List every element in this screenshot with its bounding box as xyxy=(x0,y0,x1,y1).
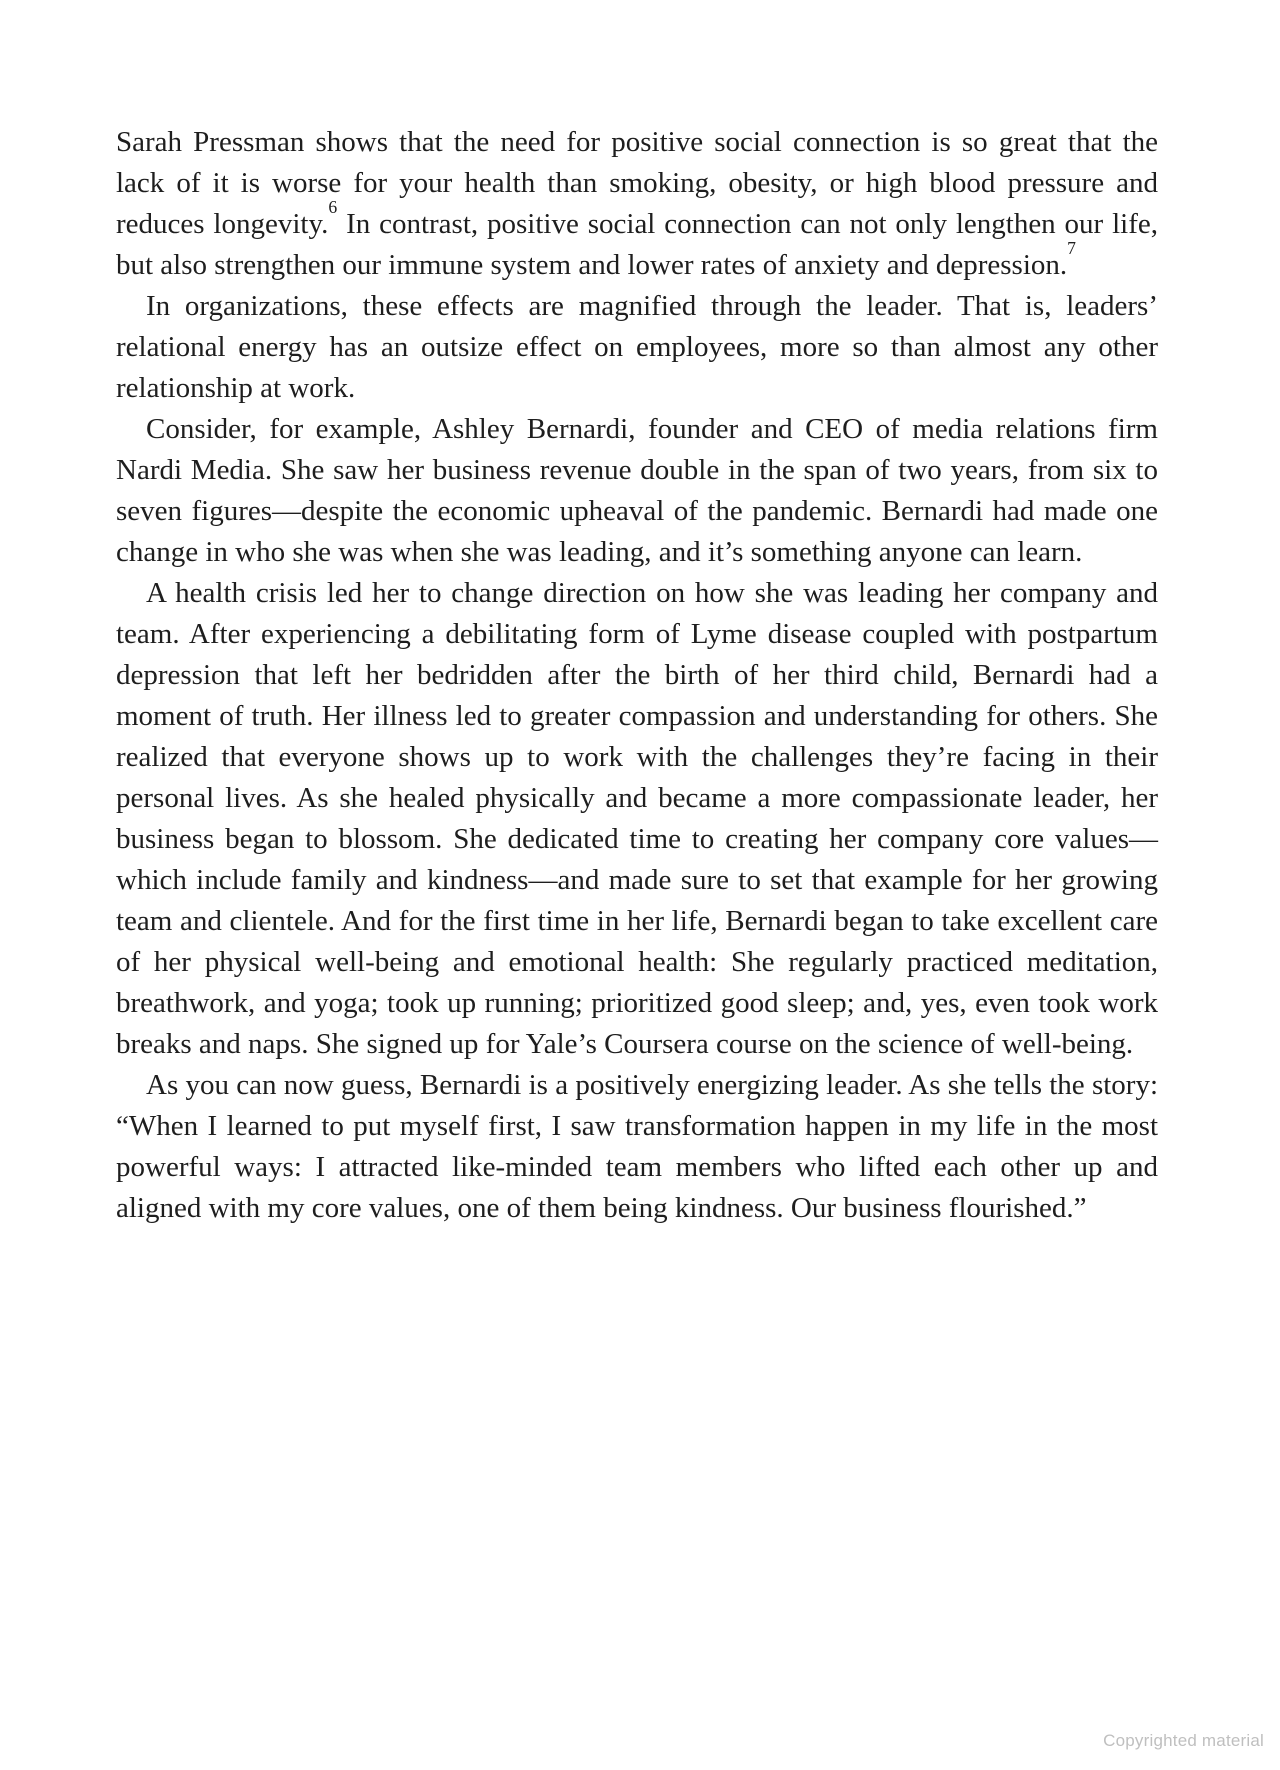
footnote-ref-6: 6 xyxy=(328,196,338,217)
paragraph-text: In contrast, positive social connection can not only lengthen our life, but also strengthen our immune system and lower rates of anxiety and depression. xyxy=(116,208,1158,281)
paragraph-2: In organizations, these effects are magnified through the leader. That is, leaders’ relational energy has an outsize effect on employees, more so than almost any other relationship at work. xyxy=(116,290,1158,404)
paragraph-4: A health crisis led her to change direction on how she was leading her company and team. After experiencing a debilitating form of Lyme disease coupled with postpartum depression that left her bedridden after the birth of her third child, Bernardi had a moment of truth. Her illness led to greater compassion and understanding for others. She realized that everyone shows up to work with the challenges they’re facing in their personal lives. As she healed physically and became a more compassionate leader, her business began to blossom. She dedicated time to creating her company core values—which include family and kindness—and made sure to set that example for her growing team and clientele. And for the first time in her life, Bernardi began to take excellent care of her physical well-being and emotional health: She regularly practiced meditation, breathwork, and yoga; took up running; prioritized good sleep; and, yes, even took work breaks and naps. She signed up for Yale’s Coursera course on the science of well-being. xyxy=(116,577,1158,1060)
page-text-block xyxy=(116,122,1158,1229)
footnote-ref-7: 7 xyxy=(1067,237,1076,258)
paragraph-5: As you can now guess, Bernardi is a positively energizing leader. As she tells the story: “When I learned to put myself first, I saw transformation happen in my life in the most powerful ways: I attracted like-minded team members who lifted each other up and aligned with my core values, one of them being kindness. Our business flourished.” xyxy=(116,1069,1158,1224)
paragraph-1 xyxy=(116,122,1158,286)
paragraph-text: Sarah Pressman shows that the need for positive social connection is so great that the lack of it is worse for your health than smoking, obesity, or high blood pressure and reduces longevity. xyxy=(116,126,1158,240)
copyright-watermark: Copyrighted material xyxy=(1103,1731,1264,1750)
paragraph-3: Consider, for example, Ashley Bernardi, founder and CEO of media relations firm Nardi Media. She saw her business revenue double in the span of two years, from six to seven figures—despite the economic upheaval of the pandemic. Bernardi had made one change in who she was when she was leading, and it’s something anyone can learn. xyxy=(116,413,1158,568)
